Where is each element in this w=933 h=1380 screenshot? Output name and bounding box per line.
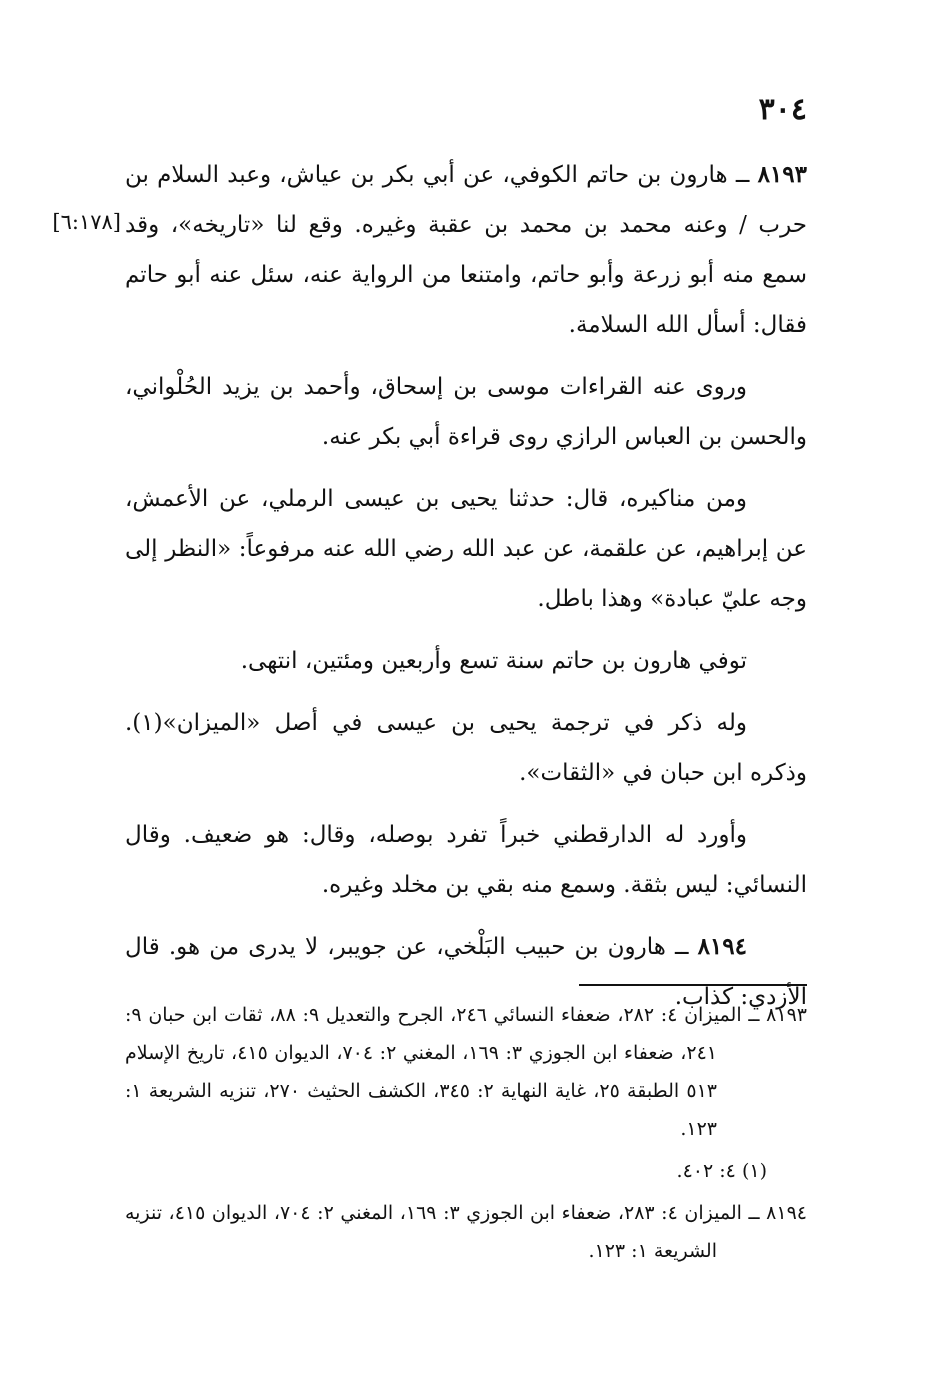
footnote-number: (١) bbox=[741, 1160, 767, 1182]
footnote-text: ٤: ٤٠٢. bbox=[676, 1160, 742, 1182]
page-number: ٣٠٤ bbox=[758, 92, 807, 127]
paragraph-munkar bbox=[125, 474, 807, 624]
footnote-number: ٨١٩٤ bbox=[766, 1202, 807, 1224]
paragraph-text: وأورد له الدارقطني خبراً تفرد بوصله، وقال: هو ضعيف. وقال النسائي: ليس بثقة. وسمع منه بقي بن مخلد وغيره. bbox=[125, 822, 807, 898]
paragraph-readers bbox=[125, 362, 807, 462]
footnote-text: ــ الميزان ٤: ٢٨٣، ضعفاء ابن الجوزي ٣: ١٦٩، المغني ٢: ٧٠٤، الديوان ٤١٥، تنزيه الشريعة ١: ١٢٣. bbox=[125, 1202, 767, 1262]
entry-number: ٨١٩٣ bbox=[757, 161, 807, 188]
paragraph-text: وروى عنه القراءات موسى بن إسحاق، وأحمد بن يزيد الحُلْواني، والحسن بن العباس الرازي روى قراءة أبي بكر عنه. bbox=[125, 374, 807, 450]
footnote-8193 bbox=[125, 996, 807, 1148]
footnote-divider bbox=[579, 984, 807, 986]
footnote-text: ــ الميزان ٤: ٢٨٢، ضعفاء النسائي ٢٤٦، الجرح والتعديل ٩: ٨٨، ثقات ابن حبان ٩: ٢٤١، ضعفاء ابن الجوزي ٣: ١٦٩، المغني ٢: ٧٠٤، الديوان ٤١٥، تاريخ الإسلام ٥١٣ الطبقة ٢٥، غاية النهاية ٢: ٣٤٥، الكشف الحثيث ٢٧٠، تنزيه الشريعة ١: ١٢٣. bbox=[125, 1004, 767, 1140]
main-text bbox=[125, 150, 807, 1034]
paragraph-text: وله ذكر في ترجمة يحيى بن عيسى في أصل «الميزان»(١). وذكره ابن حبان في «الثقات». bbox=[125, 710, 807, 786]
paragraph-daraqutni bbox=[125, 810, 807, 910]
paragraph-text: ــ هارون بن حاتم الكوفي، عن أبي بكر بن عياش، وعبد السلام بن حرب / وعنه محمد بن محمد بن عقبة وغيره. وقع لنا «تاريخه»، وقد سمع منه أبو زرعة وأبو حاتم، وامتنعا من الرواية عنه، سئل عنه أبو حاتم فقال: أسأل الله السلامة. bbox=[125, 162, 807, 338]
footnote-1 bbox=[125, 1152, 807, 1190]
paragraph-mention bbox=[125, 698, 807, 798]
footnote-number: ٨١٩٣ bbox=[766, 1004, 807, 1026]
paragraph-text: ــ هارون بن حبيب البَلْخي، عن جويبر، لا يدرى من هو. قال الأزدي: كذاب. bbox=[125, 934, 807, 1010]
paragraph-death bbox=[125, 636, 807, 686]
entry-8193 bbox=[125, 150, 807, 350]
footnote-8194 bbox=[125, 1194, 807, 1270]
paragraph-text: توفي هارون بن حاتم سنة تسع وأربعين ومئتين، انتهى. bbox=[240, 648, 747, 674]
margin-reference: [٦:١٧٨] bbox=[52, 210, 121, 234]
footnotes bbox=[125, 996, 807, 1274]
paragraph-text: ومن مناكيره، قال: حدثنا يحيى بن عيسى الرملي، عن الأعمش، عن إبراهيم، عن علقمة، عن عبد الله رضي الله عنه مرفوعاً: «النظر إلى وجه عليّ عبادة» وهذا باطل. bbox=[125, 486, 807, 612]
entry-number: ٨١٩٤ bbox=[697, 933, 747, 960]
